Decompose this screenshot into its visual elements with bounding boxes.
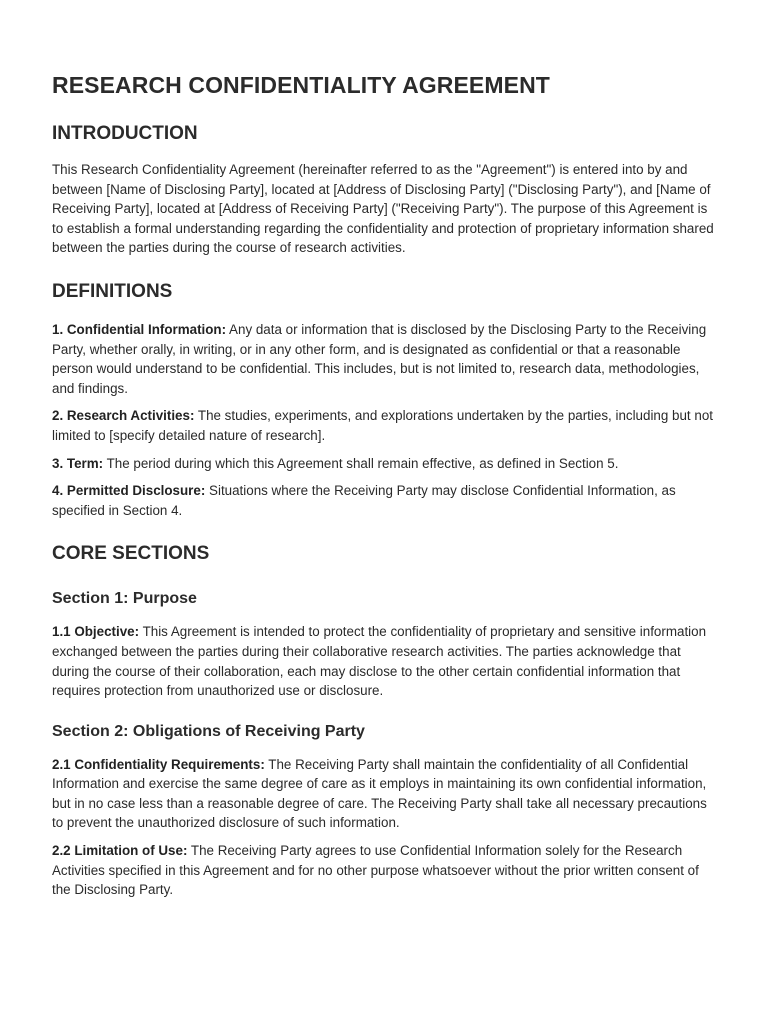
definition-item [52, 481, 718, 520]
clause-item [52, 622, 718, 700]
document-title: RESEARCH CONFIDENTIALITY AGREEMENT [52, 72, 550, 98]
core-sections-heading: CORE SECTIONS [52, 543, 210, 565]
definition-term: 2. Research Activities: [52, 408, 195, 424]
clause-term: 2.1 Confidentiality Requirements: [52, 756, 265, 772]
section-1-heading: Section 1: Purpose [52, 590, 197, 608]
clause-text: The Receiving Party agrees to use Confidential Information solely for the Research Activities specified in this Agreement and for no other purpose whatsoever without the prior written consent of the Disclosing Party. [52, 843, 699, 898]
clause-term: 1.1 Objective: [52, 624, 140, 640]
section-2-heading: Section 2: Obligations of Receiving Party [52, 722, 365, 740]
clause-text: This Agreement is intended to protect the confidentiality of proprietary and sensitive information exchanged between the parties during their collaborative research activities. The parties acknowledge that during the course of their collaboration, each may disclose to the other certain confidential information that requires protection from unauthorized use or disclosure. [52, 624, 707, 699]
clause-item [52, 841, 718, 900]
definition-term: 1. Confidential Information: [52, 321, 227, 337]
clause-item [52, 755, 718, 833]
definition-item [52, 454, 718, 474]
definition-item [52, 406, 718, 445]
definition-text: Any data or information that is disclosed by the Disclosing Party to the Receiving Party, whether orally, in writing, or in any other form, and is designated as confidential or that a reasonable person would understand to be confidential. This includes, but is not limited to, research data, methodologies, and findings. [52, 321, 707, 396]
definition-term: 4. Permitted Disclosure: [52, 483, 206, 499]
definition-text: The period during which this Agreement shall remain effective, as defined in Section 5. [103, 455, 619, 471]
introduction-heading: INTRODUCTION [52, 123, 198, 144]
introduction-paragraph: This Research Confidentiality Agreement (hereinafter referred to as the "Agreement") is entered into by and between [Name of Disclosing Party], located at [Address of Disclosing Party] ("Disclosing Party"), and [Name of Receiving Party], located at [Address of Receiving Party] ("Receiving Party"). The purpose of this Agreement is to establish a formal understanding regarding the confidentiality and protection of proprietary information shared between the parties during the course of research activities. [52, 162, 714, 256]
clause-text: The Receiving Party shall maintain the confidentiality of all Confidential Information and exercise the same degree of care as it employs in maintaining its own confidential information, but in no case less than a reasonable degree of care. The Receiving Party shall take all necessary precautions to prevent the unauthorized disclosure of such information. [52, 756, 707, 831]
clause-term: 2.2 Limitation of Use: [52, 843, 188, 859]
definition-item [52, 320, 718, 398]
definition-text: The studies, experiments, and explorations undertaken by the parties, including but not limited to [specify detailed nature of research]. [52, 408, 713, 443]
definition-text: Situations where the Receiving Party may disclose Confidential Information, as specified in Section 4. [52, 483, 676, 518]
definition-term: 3. Term: [52, 455, 104, 471]
definitions-heading: DEFINITIONS [52, 280, 173, 302]
